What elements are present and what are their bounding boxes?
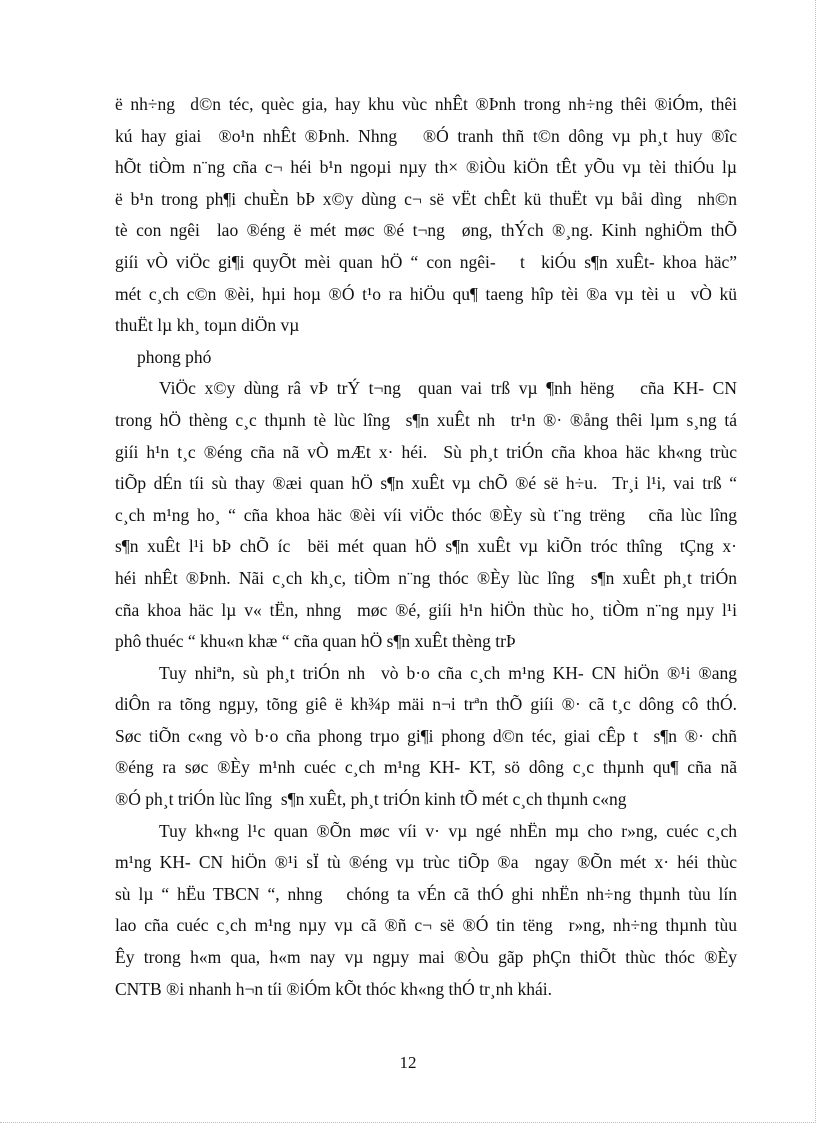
text-line: ®Ó ph¸t triÓn lùc lîng s¶n xuÊt, ph¸t triÓn kinh tÕ mét c¸ch thµnh c«ng: [115, 789, 627, 810]
text-line: phô thuéc “ khu«n khæ “ cña quan hÖ s¶n xuÊt thèng trÞ: [115, 631, 516, 652]
text-line: ë b¹n trong ph¶i chuÈn bÞ x©y dùng c¬ së vËt chÊt kü thuËt vµ båi dìng nh©n: [115, 188, 737, 209]
text-line: Tuy nhiªn, sù ph¸t triÓn nh vò b·o cña c¸ch m¹ng KH- CN hiÖn ®¹i ®ang: [159, 662, 737, 683]
text-line: Tuy kh«ng l¹c quan ®Õn møc víi v· vµ ngé nhËn mµ cho r»ng, cuéc c¸ch: [159, 820, 737, 841]
paragraph: [115, 816, 737, 1006]
text-line: c¸ch m¹ng ho¸ “ cña khoa häc ®èi víi viÖc thóc ®Èy sù t¨ng trëng cña lùc lîng: [115, 504, 737, 525]
text-line: ë nh÷ng d©n téc, quèc gia, hay khu vùc nhÊt ®Þnh trong nh÷ng thêi ®iÓm, thêi: [115, 94, 737, 114]
text-line: ®éng ra søc ®Èy m¹nh cuéc c¸ch m¹ng KH- KT, sö dông c¸c thµnh qu¶ cña nã: [115, 757, 737, 778]
document-body: [115, 89, 737, 1005]
text-line: m¹ng KH- CN hiÖn ®¹i sÏ tù ®éng vµ trùc tiÕp ®a ngay ®Õn mét x· héi thùc: [115, 852, 737, 873]
paragraph: [115, 342, 737, 374]
text-line: tiÕp dÉn tíi sù thay ®æi quan hÖ s¶n xuÊt vµ chÕ ®é së h÷u. Tr¸i l¹i, vai trß “: [115, 473, 737, 494]
text-line: tè con ngêi lao ®éng ë mét møc ®é t¬ng øng, thÝch ®¸ng. Kinh nghiÖm thÕ: [115, 220, 737, 241]
text-line: hÕt tiÒm n¨ng cña c¬ héi b¹n ngoµi nµy th× ®iÒu kiÖn tÊt yÕu vµ tèi thiÓu lµ: [115, 157, 737, 178]
text-line: thuËt lµ kh¸ toµn diÖn vµ: [115, 315, 300, 336]
text-line: mét c¸ch c©n ®èi, hµi hoµ ®Ó t¹o ra hiÖu qu¶ taeng hîp tèi ®a vµ tèi u vÒ kü: [115, 283, 737, 304]
text-line: ViÖc x©y dùng râ vÞ trÝ t¬ng quan vai trß vµ ¶nh hëng cña KH- CN: [159, 378, 737, 399]
text-line: CNTB ®i nhanh h¬n tíi ®iÓm kÕt thóc kh«ng thÓ tr¸nh khái.: [115, 978, 552, 999]
text-line: s¶n xuÊt l¹i bÞ chÕ íc bëi mét quan hÖ s¶n xuÊt vµ kiÕn tróc thîng tÇng x·: [115, 536, 737, 557]
text-line: giíi h¹n t¸c ®éng cña nã vÒ mÆt x· héi. Sù ph¸t triÓn cña khoa häc kh«ng trùc: [115, 441, 737, 462]
text-line: lao cña cuéc c¸ch m¹ng nµy vµ cã ®ñ c¬ së ®Ó tin tëng r»ng, nh÷ng thµnh tùu: [115, 915, 737, 936]
page-number: 12: [399, 1053, 417, 1072]
text-line: Søc tiÕn c«ng vò b·o cña phong trµo gi¶i phong d©n téc, giai cÊp t s¶n ®· chñ: [115, 725, 737, 746]
text-line: diÔn ra tõng ngµy, tõng giê ë kh¾p mäi n¬i trªn thÕ giíi ®· cã t¸c dông cô thÓ.: [115, 694, 737, 715]
text-line: sù lµ “ hËu TBCN “, nhng chóng ta vÉn cã thÓ ghi nhËn nh÷ng thµnh tùu lín: [115, 883, 737, 904]
text-line: phong phó: [137, 346, 212, 367]
text-line: trong hÖ thèng c¸c thµnh tè lùc lîng s¶n xuÊt nh tr¹n ®· ®ång thêi lµm s¸ng tá: [115, 409, 737, 430]
paragraph: [115, 373, 737, 657]
paragraph: [115, 89, 737, 342]
text-line: kú hay giai ®o¹n nhÊt ®Þnh. Nhng ®Ó tranh thñ t©n dông vµ ph¸t huy ®îc: [115, 125, 737, 146]
text-line: cña khoa häc lµ v« tËn, nhng møc ®é, giíi h¹n hiÖn thùc ho¸ tiÒm n¨ng nµy l¹i: [115, 599, 737, 620]
paragraph: [115, 658, 737, 816]
text-line: héi nhÊt ®Þnh. Nãi c¸ch kh¸c, tiÒm n¨ng thóc ®Èy lùc lîng s¶n xuÊt ph¸t triÓn: [115, 567, 737, 588]
text-line: Êy trong h«m qua, h«m nay vµ ngµy mai ®Òu gãp phÇn thiÕt thùc thóc ®Èy: [115, 947, 737, 968]
text-line: giíi vÒ viÖc gi¶i quyÕt mèi quan hÖ “ con ngêi- t kiÓu s¶n xuÊt- khoa häc”: [115, 251, 737, 272]
